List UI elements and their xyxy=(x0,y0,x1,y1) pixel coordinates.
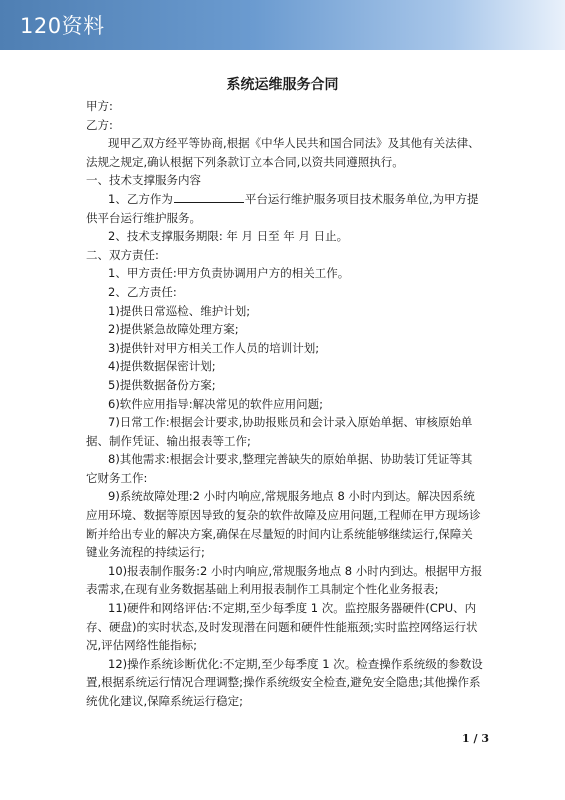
section-1-heading: 一、技术支撑服务内容 xyxy=(86,173,201,188)
duty-item-11: 11)硬件和网络评估:不定期,至少每季度 1 次。监控服务器硬件(CPU、内存、硬盘)的实时状态,及时发现潜在问题和硬件性能瓶颈;实时监控网络运行状况,评估网络性能指标; xyxy=(86,601,478,653)
duty-item-8: 8)其他需求:根据会计要求,整理完善缺失的原始单据、协助装订凭证等其它财务工作: xyxy=(86,452,473,485)
intro-paragraph: 现甲乙双方经平等协商,根据《中华人民共和国合同法》及其他有关法律、法规之规定,确认根据下列条款订立本合同,以资共同遵照执行。 xyxy=(86,136,480,169)
duty-item-7: 7)日常工作:根据会计要求,协助报账员和会计录入原始单据、审核原始单据、制作凭证、输出报表等工作; xyxy=(86,415,473,448)
blank-underline xyxy=(174,201,244,203)
section-2-item-2: 2、乙方责任: xyxy=(108,284,177,299)
document-body xyxy=(86,97,483,711)
page-number: 1 / 3 xyxy=(462,732,489,745)
duty-item-5: 5)提供数据备份方案; xyxy=(108,377,216,392)
section-1-item-1-suffix: 平台运行维护服务项目技术服务单位,为甲方提供平台运行维护服务。 xyxy=(86,191,479,225)
duty-item-4: 4)提供数据保密计划; xyxy=(108,359,216,374)
duty-item-9: 9)系统故障处理:2 小时内响应,常规服务地点 8 小时内到达。解决因系统应用环境、数据等原因导致的复杂的软件故障及应用问题,工程师在甲方现场诊断并给出专业的解决方案,确保在尽量短的时间内让系统能够继续运行,保障关键业务流程的持续运行; xyxy=(86,489,481,560)
duty-item-10: 10)报表制作服务:2 小时内响应,常规服务地点 8 小时内到达。根据甲方报表需求,在现有业务数据基础上利用报表制作工具制定个性化业务报表; xyxy=(86,563,483,597)
duty-item-6: 6)软件应用指导:解决常见的软件应用问题; xyxy=(108,396,324,411)
section-1-item-2: 2、技术支撑服务期限: 年 月 日至 年 月 日止。 xyxy=(108,229,349,244)
section-1-item-1-prefix: 1、乙方作为 xyxy=(108,191,173,206)
duty-item-3: 3)提供针对甲方相关工作人员的培训计划; xyxy=(108,340,320,355)
section-1-item-1 xyxy=(86,190,483,227)
banner-logo-text: 120资料 xyxy=(20,14,105,38)
duty-item-1: 1)提供日常巡检、维护计划; xyxy=(108,303,251,318)
party-b-line: 乙方: xyxy=(86,117,113,132)
duty-item-2: 2)提供紧急故障处理方案; xyxy=(108,322,239,337)
document-title: 系统运维服务合同 xyxy=(226,77,339,93)
party-a-line: 甲方: xyxy=(86,99,113,113)
header-banner xyxy=(0,0,565,50)
section-2-item-1: 1、甲方责任:甲方负责协调用户方的相关工作。 xyxy=(108,266,350,281)
duty-item-12: 12)操作系统诊断优化:不定期,至少每季度 1 次。检查操作系统级的参数设置,根据系统运行情况合理调整;操作系统级安全检查,避免安全隐患;其他操作系统优化建议,保障系统运行稳定; xyxy=(86,656,483,708)
section-2-heading: 二、双方责任: xyxy=(86,247,159,262)
